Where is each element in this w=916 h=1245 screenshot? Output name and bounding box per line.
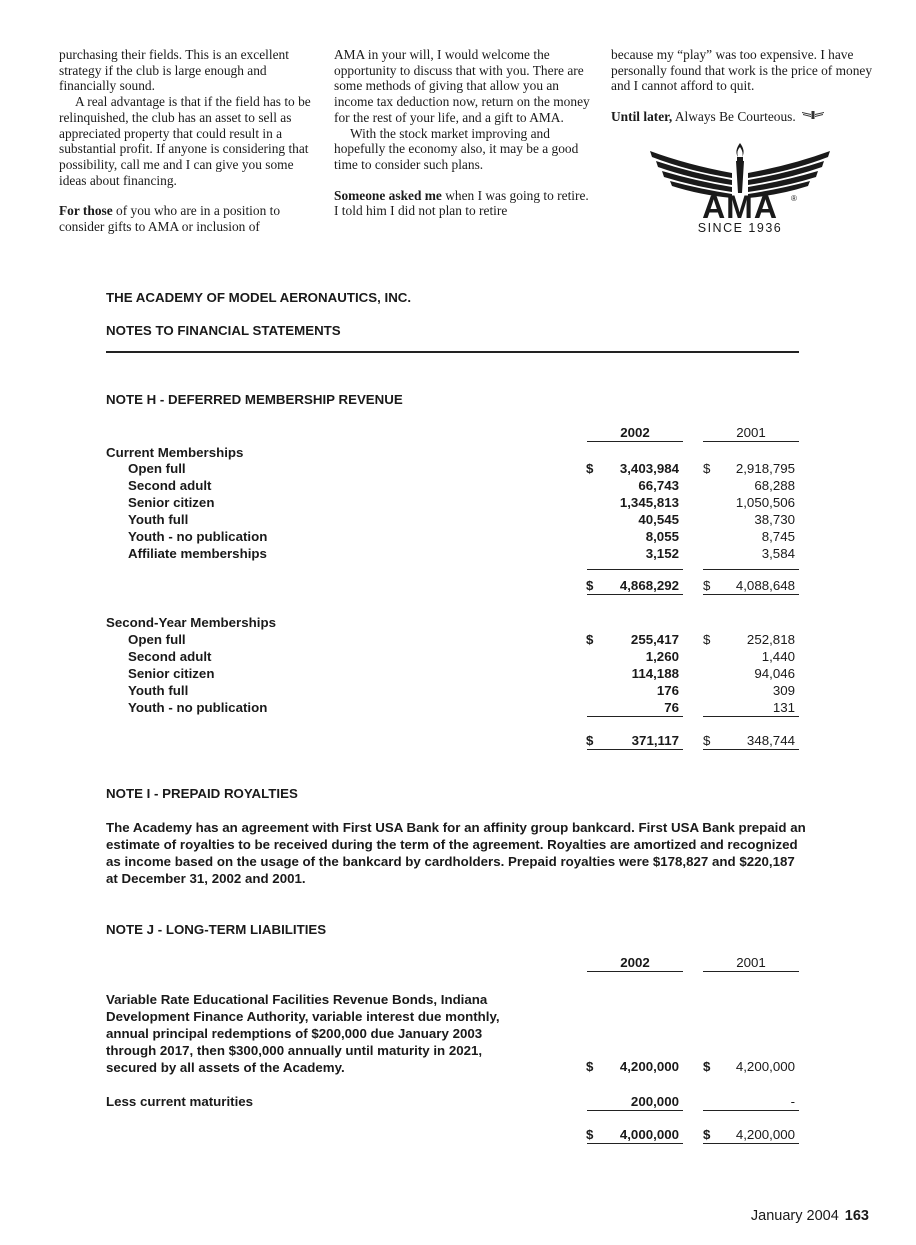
ama-logo xyxy=(648,143,832,235)
row-label: Youth full xyxy=(128,512,189,527)
row-label: Youth - no publication xyxy=(128,700,268,715)
row-value-2001: 309 xyxy=(772,683,795,698)
row-value-2002: 1,345,813 xyxy=(619,495,679,510)
row-value-2002: 114,188 xyxy=(631,666,679,681)
row-value-2001: 3,584 xyxy=(761,546,795,561)
row-dollar-2002: $ xyxy=(586,461,594,476)
bond-line: secured by all assets of the Academy. xyxy=(106,1060,345,1075)
row-value-2001: 68,288 xyxy=(754,478,795,493)
row-value-2002: 66,743 xyxy=(638,478,679,493)
torch-icon xyxy=(736,143,744,193)
note-j-year-underline-1 xyxy=(587,971,683,972)
wings-end-mark-icon xyxy=(802,110,824,120)
lt-total-underline-1 xyxy=(587,1143,683,1144)
less-current-2002: 200,000 xyxy=(630,1094,679,1109)
issue-date: January 2004 xyxy=(750,1208,839,1224)
row-value-2001: 2,918,795 xyxy=(735,461,795,476)
row-value-2002: 176 xyxy=(656,683,679,698)
article-column-1 xyxy=(59,47,316,235)
note-h-heading: NOTE H - DEFERRED MEMBERSHIP REVENUE xyxy=(106,392,403,407)
lt-total-2002: 4,000,000 xyxy=(619,1127,679,1142)
row-label: Second adult xyxy=(128,478,212,493)
note-h-year-underline-1 xyxy=(587,441,683,442)
table-row xyxy=(0,529,916,546)
second-subtotal-rule-1 xyxy=(587,716,683,717)
current-total-dollar-1: $ xyxy=(586,578,594,593)
current-memberships-heading: Current Memberships xyxy=(106,445,244,460)
table-row xyxy=(0,666,916,683)
table-row xyxy=(0,512,916,529)
current-subtotal-rule-2 xyxy=(703,569,799,570)
col2-paragraph-3 xyxy=(334,188,594,219)
row-dollar-2001: $ xyxy=(703,461,711,476)
second-total-row xyxy=(0,733,916,750)
less-current-label: Less current maturities xyxy=(106,1094,254,1109)
table-row xyxy=(0,461,916,478)
current-total-2001: 4,088,648 xyxy=(735,578,795,593)
row-dollar-2002: $ xyxy=(586,632,594,647)
row-value-2002: 8,055 xyxy=(645,529,679,544)
note-j-year-underline-2 xyxy=(703,971,799,972)
second-total-2002: 371,117 xyxy=(631,733,679,748)
header-rule xyxy=(106,351,799,353)
current-subtotal-rule-1 xyxy=(587,569,683,570)
row-label: Open full xyxy=(128,632,186,647)
row-label: Senior citizen xyxy=(128,666,215,681)
col1-paragraph-3-text: of you who are in a position to consider gifts to AMA or inclusion of xyxy=(59,203,281,235)
col2-lead-in: Someone asked me xyxy=(334,187,442,203)
col1-paragraph-1: purchasing their fields. This is an excellent strategy if the club is large enough and financially sound. xyxy=(59,47,289,94)
col1-paragraph-3 xyxy=(59,203,316,234)
lt-total-2001: 4,200,000 xyxy=(735,1127,795,1142)
article-column-2 xyxy=(334,47,594,219)
closing-lead-in: Until later, xyxy=(611,109,673,125)
note-i-text: The Academy has an agreement with First USA Bank for an affinity group bankcard. First USA Bank prepaid an estimate of royalties to be received during the term of the agreement. Royalties are amortized and recognized as income based on the usage of the bankcard by cardholders. Prepaid royalties were $178,827 and $220,187 at December 31, 2002 and 2001. xyxy=(106,820,806,886)
col3-paragraph-1: because my “play” was too expensive. I have personally found that work is the price of money and I cannot afford to quit. xyxy=(611,47,873,94)
lt-total-dollar-2: $ xyxy=(703,1127,711,1142)
row-label: Senior citizen xyxy=(128,495,215,510)
current-total-underline-2 xyxy=(703,594,799,595)
second-total-dollar-2: $ xyxy=(703,733,711,748)
note-j-year-2001: 2001 xyxy=(736,955,766,970)
second-subtotal-rule-2 xyxy=(703,716,799,717)
closing-text: Always Be Courteous. xyxy=(672,109,796,125)
note-j-year-2002: 2002 xyxy=(620,955,650,970)
bond-line: through 2017, then $300,000 annually until maturity in 2021, xyxy=(106,1043,483,1058)
current-total-dollar-2: $ xyxy=(703,578,711,593)
row-value-2002: 40,545 xyxy=(638,512,679,527)
row-value-2001: 94,046 xyxy=(754,666,795,681)
row-value-2002: 1,260 xyxy=(645,649,679,664)
row-value-2002: 255,417 xyxy=(630,632,679,647)
row-value-2001: 1,440 xyxy=(761,649,795,664)
table-row xyxy=(0,632,916,649)
bond-2001: 4,200,000 xyxy=(735,1059,795,1074)
row-label: Second adult xyxy=(128,649,212,664)
row-value-2001: 131 xyxy=(772,700,795,715)
table-row xyxy=(0,700,916,717)
bond-amount-row xyxy=(0,1059,916,1076)
table-row xyxy=(0,683,916,700)
row-value-2002: 3,403,984 xyxy=(619,461,679,476)
current-total-row xyxy=(0,578,916,595)
col2-paragraph-2: With the stock market improving and hopefully the economy also, it may be a good time to consider such plans. xyxy=(334,125,579,172)
row-label: Youth - no publication xyxy=(128,529,268,544)
less-underline-2 xyxy=(703,1110,799,1111)
row-value-2001: 1,050,506 xyxy=(735,495,795,510)
bond-line: Variable Rate Educational Facilities Revenue Bonds, Indiana xyxy=(106,992,488,1007)
article-column-3 xyxy=(611,47,873,125)
note-i-heading: NOTE I - PREPAID ROYALTIES xyxy=(106,786,298,801)
second-total-underline-2 xyxy=(703,749,799,750)
bond-dollar-1: $ xyxy=(586,1059,594,1074)
current-total-underline-1 xyxy=(587,594,683,595)
table-row xyxy=(0,649,916,666)
row-label: Youth full xyxy=(128,683,189,698)
col1-paragraph-2: A real advantage is that if the field has to be relinquished, the club has an asset to sell as appreciated property that could result in a substantial profit. If anyone is considering that possibility, call me and I can give you some ideas about financing. xyxy=(59,94,311,188)
less-current-2001: - xyxy=(790,1094,795,1109)
page-number: 163 xyxy=(844,1208,869,1224)
current-total-2002: 4,868,292 xyxy=(619,578,679,593)
row-label: Affiliate memberships xyxy=(128,546,267,561)
table-row xyxy=(0,478,916,495)
long-term-total-row xyxy=(0,1127,916,1144)
second-year-memberships-heading: Second-Year Memberships xyxy=(106,615,276,630)
less-underline-1 xyxy=(587,1110,683,1111)
note-h-year-2002: 2002 xyxy=(620,425,650,440)
col2-paragraph-3-text: when I was going to retire. I told him I did not plan to retire xyxy=(334,187,589,219)
row-label: Open full xyxy=(128,461,186,476)
page-footer xyxy=(751,1208,869,1224)
note-h-year-underline-2 xyxy=(703,441,799,442)
second-total-2001: 348,744 xyxy=(746,733,795,748)
table-row xyxy=(0,546,916,563)
logo-since: SINCE 1936 xyxy=(697,221,783,235)
row-value-2001: 38,730 xyxy=(754,512,795,527)
bond-line: Development Finance Authority, variable interest due monthly, xyxy=(106,1009,500,1024)
closing-line xyxy=(611,109,873,125)
less-current-row xyxy=(0,1094,916,1111)
row-value-2001: 8,745 xyxy=(761,529,795,544)
row-value-2002: 76 xyxy=(664,700,679,715)
col1-lead-in: For those xyxy=(59,203,113,219)
note-j-heading: NOTE J - LONG-TERM LIABILITIES xyxy=(106,922,327,937)
row-value-2001: 252,818 xyxy=(746,632,795,647)
col2-paragraph-1: AMA in your will, I would welcome the opportunity to discuss that with you. There are some methods of giving that allow you an income tax deduction now, return on the money for the rest of your life, and a gift to AMA. xyxy=(334,47,590,125)
lt-total-dollar-1: $ xyxy=(586,1127,594,1142)
bond-dollar-2: $ xyxy=(703,1059,711,1074)
logo-wordmark: AMA xyxy=(702,189,778,225)
bond-line: annual principal redemptions of $200,000 due January 2003 xyxy=(106,1026,483,1041)
bond-2002: 4,200,000 xyxy=(619,1059,679,1074)
note-h-year-2001: 2001 xyxy=(736,425,766,440)
report-organization: THE ACADEMY OF MODEL AERONAUTICS, INC. xyxy=(106,290,412,305)
second-total-dollar-1: $ xyxy=(586,733,594,748)
report-title: NOTES TO FINANCIAL STATEMENTS xyxy=(106,323,341,338)
second-total-underline-1 xyxy=(587,749,683,750)
lt-total-underline-2 xyxy=(703,1143,799,1144)
registered-mark: ® xyxy=(791,194,797,203)
row-dollar-2001: $ xyxy=(703,632,711,647)
table-row xyxy=(0,495,916,512)
row-value-2002: 3,152 xyxy=(645,546,679,561)
